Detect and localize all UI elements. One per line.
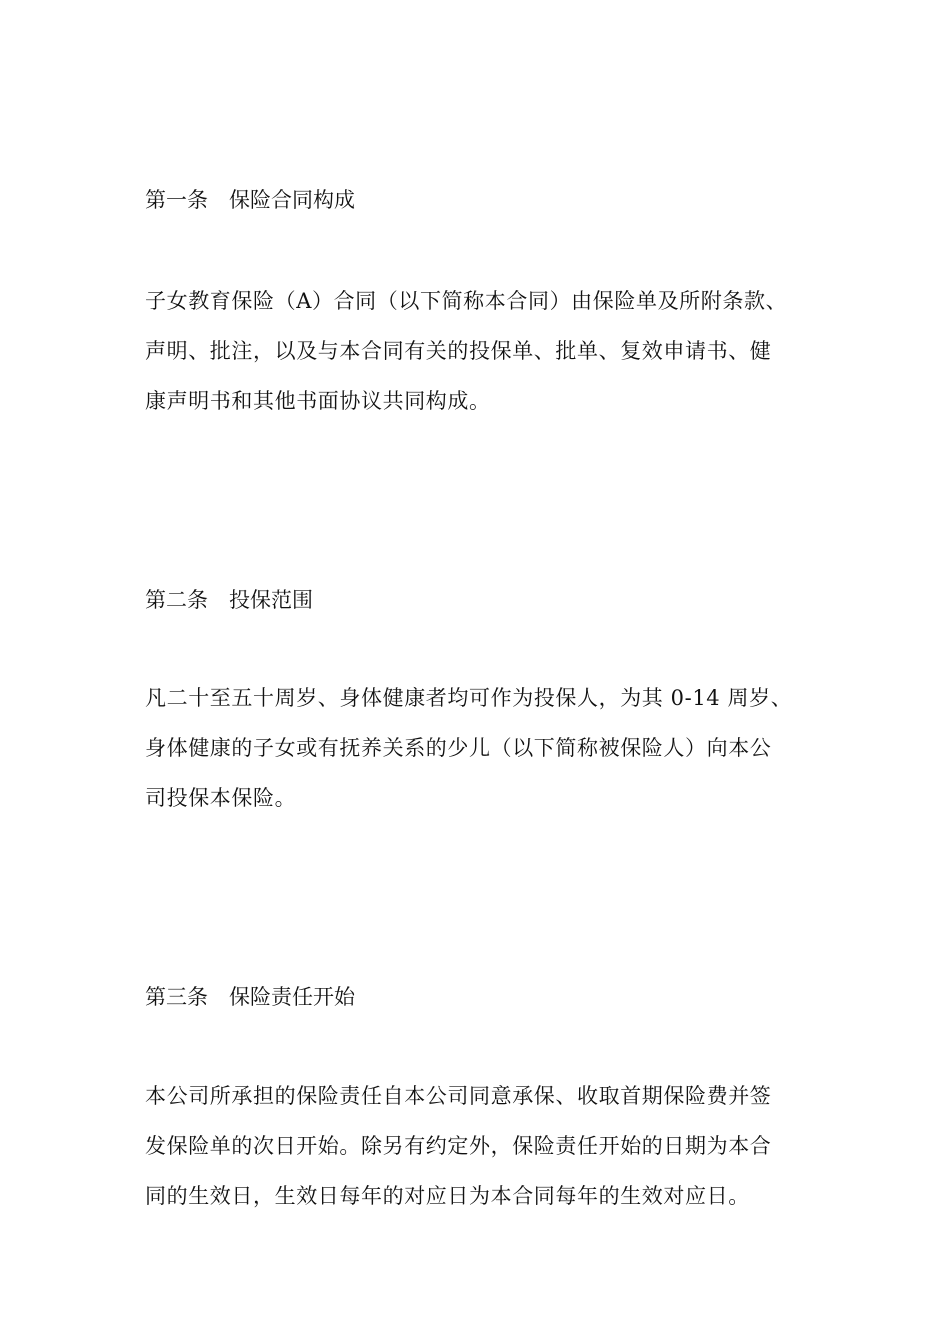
- paragraph-line: 子女教育保险（A）合同（以下简称本合同）由保险单及所附条款、: [145, 289, 788, 313]
- section-paragraph-2: [145, 673, 810, 823]
- paragraph-line: 司投保本保险。: [145, 786, 297, 810]
- paragraph-line: 康声明书和其他书面协议共同构成。: [145, 389, 491, 413]
- section-heading-3: 第三条 保险责任开始: [145, 985, 355, 1009]
- paragraph-line: 声明、批注，以及与本合同有关的投保单、批单、复效申请书、健: [145, 339, 772, 363]
- section-heading-2: 第二条 投保范围: [145, 588, 313, 612]
- paragraph-line: 同的生效日，生效日每年的对应日为本合同每年的生效对应日。: [145, 1184, 750, 1208]
- section-heading-1: 第一条 保险合同构成: [145, 188, 355, 212]
- paragraph-line: 发保险单的次日开始。除另有约定外，保险责任开始的日期为本合: [145, 1134, 772, 1158]
- paragraph-line: 凡二十至五十周岁、身体健康者均可作为投保人，为其 0-14 周岁、: [145, 686, 793, 710]
- paragraph-line: 身体健康的子女或有抚养关系的少儿（以下简称被保险人）向本公: [145, 736, 772, 760]
- paragraph-line: 本公司所承担的保险责任自本公司同意承保、收取首期保险费并签: [145, 1084, 772, 1108]
- section-paragraph-1: [145, 276, 810, 426]
- section-paragraph-3: [145, 1071, 810, 1221]
